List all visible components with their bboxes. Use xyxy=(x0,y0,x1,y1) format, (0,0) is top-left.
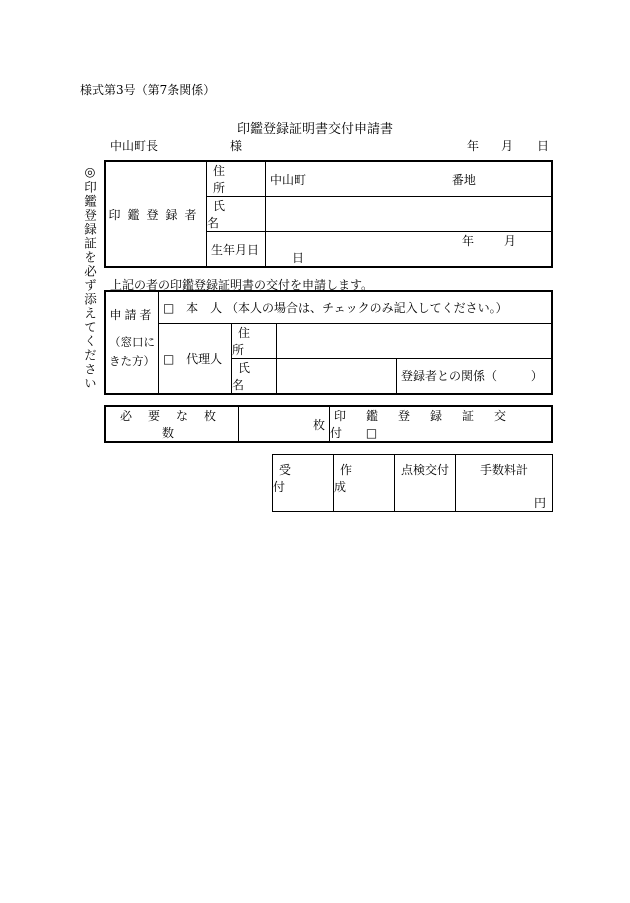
agent-label: 代理人 xyxy=(186,351,223,366)
office-inspected: 点検交付 xyxy=(395,455,456,512)
registrant-birthdate-label: 生年月日 xyxy=(207,232,266,268)
office-received xyxy=(273,455,334,512)
address-suffix: 番地 xyxy=(451,172,476,187)
birth-month: 月 xyxy=(503,234,516,248)
relation-label: 登録者との関係（ xyxy=(401,369,498,383)
registrant-address-field[interactable] xyxy=(266,161,553,197)
office-fee xyxy=(456,455,553,512)
form-number: 様式第3号（第7条関係） xyxy=(80,83,216,97)
form-title: 印鑑登録証明書交付申請書 xyxy=(237,122,394,137)
copies-count-field[interactable] xyxy=(239,406,330,442)
registrant-address-label xyxy=(207,161,266,197)
self-label: 本 人 xyxy=(186,300,223,315)
date-month: 月 xyxy=(501,139,514,153)
mayor-label: 中山町長 xyxy=(110,139,159,153)
applicant-heading: 申請者 xyxy=(109,308,155,322)
applicant-agent-cell[interactable] xyxy=(159,323,232,394)
applicant-sub-1: （窓口に xyxy=(109,335,155,349)
address-town: 中山町 xyxy=(270,172,307,187)
agent-name-field[interactable] xyxy=(277,358,397,394)
self-note: （本人の場合は、チェックのみ記入してください。） xyxy=(226,300,508,315)
registrant-name-label xyxy=(207,197,266,232)
copies-table xyxy=(104,405,553,443)
birth-year: 年 xyxy=(462,234,475,248)
relation-close: ） xyxy=(530,369,543,383)
applicant-sub-2: きた方） xyxy=(109,354,155,368)
copies-unit: 枚 xyxy=(312,417,325,432)
side-note: ◎印鑑登録証を必ず添えてください xyxy=(82,164,98,391)
address-label-text: 住所 xyxy=(213,164,250,195)
fee-yen: 円 xyxy=(533,496,546,510)
agent-address-field[interactable] xyxy=(277,323,553,358)
date-day: 日 xyxy=(537,139,550,153)
agent-address-label-text: 住所 xyxy=(232,325,263,357)
agent-relation-field[interactable] xyxy=(397,358,553,394)
applicant-self-row[interactable] xyxy=(159,291,553,323)
agent-checkbox[interactable]: □ xyxy=(163,351,175,366)
registrant-birthdate-field[interactable] xyxy=(266,232,553,268)
card-label: 印鑑登録証交付 xyxy=(330,409,527,440)
office-created xyxy=(334,455,395,512)
birth-day: 日 xyxy=(292,251,305,265)
honorific-label: 様 xyxy=(230,139,243,153)
agent-address-label xyxy=(232,323,277,358)
fee-label: 手数料計 xyxy=(479,463,528,477)
applicant-table xyxy=(104,290,553,395)
application-statement: 上記の者の印鑑登録証明書の交付を申請します。 xyxy=(110,278,374,292)
card-issue-cell[interactable] xyxy=(330,406,553,442)
agent-name-label-text: 氏名 xyxy=(232,360,263,392)
received-label: 受付 xyxy=(273,463,312,494)
name-label-text: 氏名 xyxy=(207,199,248,230)
copies-label: 必要な枚数 xyxy=(105,406,239,442)
office-table xyxy=(272,454,553,512)
created-label: 作成 xyxy=(334,463,373,494)
registrant-table xyxy=(104,160,553,268)
self-checkbox[interactable]: □ xyxy=(163,300,175,315)
registrant-name-field[interactable] xyxy=(266,197,553,232)
date-year: 年 xyxy=(467,139,480,153)
card-checkbox[interactable]: □ xyxy=(365,426,378,440)
applicant-heading-cell xyxy=(105,291,159,394)
agent-name-label xyxy=(232,358,277,394)
registrant-heading: 印鑑登録者 xyxy=(105,161,207,267)
